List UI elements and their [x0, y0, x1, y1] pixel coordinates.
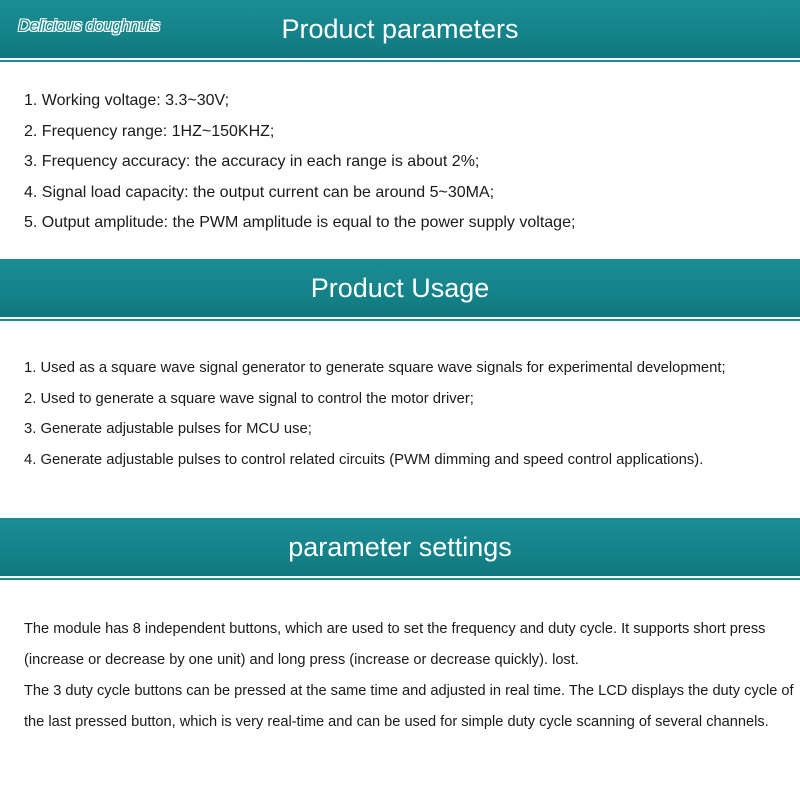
list-item: 1. Working voltage: 3.3~30V; [24, 92, 230, 109]
list-item: 1. Used as a square wave signal generator to generate square wave signals for experimental development; [24, 360, 726, 376]
parameters-list [24, 86, 575, 239]
parameters-title: Product parameters [281, 14, 519, 44]
list-item: 2. Frequency range: 1HZ~150KHZ; [24, 122, 275, 140]
usage-title: Product Usage [310, 273, 490, 303]
paragraph: The 3 duty cycle buttons can be pressed at the same time and adjusted in real time. The LCD displays the duty cycle of the last pressed button, which is very real-time and can be used for simple duty cycle scanning of several channels. [24, 683, 794, 730]
list-item: 3. Frequency accuracy: the accuracy in each range is about 2%; [24, 153, 480, 170]
settings-divider [0, 578, 800, 580]
watermark-text: Delicious doughnuts [18, 16, 160, 35]
settings-description [24, 614, 796, 738]
paragraph: The module has 8 independent buttons, which are used to set the frequency and duty cycle. It supports short press (increase or decrease by one unit) and long press (increase or decrease quickly). lost. [24, 621, 766, 668]
list-item: 4. Generate adjustable pulses to control related circuits (PWM dimming and speed control applications). [24, 451, 704, 468]
settings-title: parameter settings [288, 532, 512, 562]
list-item: 4. Signal load capacity: the output current can be around 5~30MA; [24, 183, 495, 201]
list-item: 2. Used to generate a square wave signal to control the motor driver; [24, 390, 474, 407]
usage-header-band [0, 259, 800, 317]
settings-header-band [0, 518, 800, 576]
list-item: 5. Output amplitude: the PWM amplitude is equal to the power supply voltage; [24, 214, 576, 231]
usage-list [24, 353, 726, 475]
parameters-divider [0, 60, 800, 62]
list-item: 3. Generate adjustable pulses for MCU use; [24, 421, 312, 437]
usage-divider [0, 319, 800, 321]
